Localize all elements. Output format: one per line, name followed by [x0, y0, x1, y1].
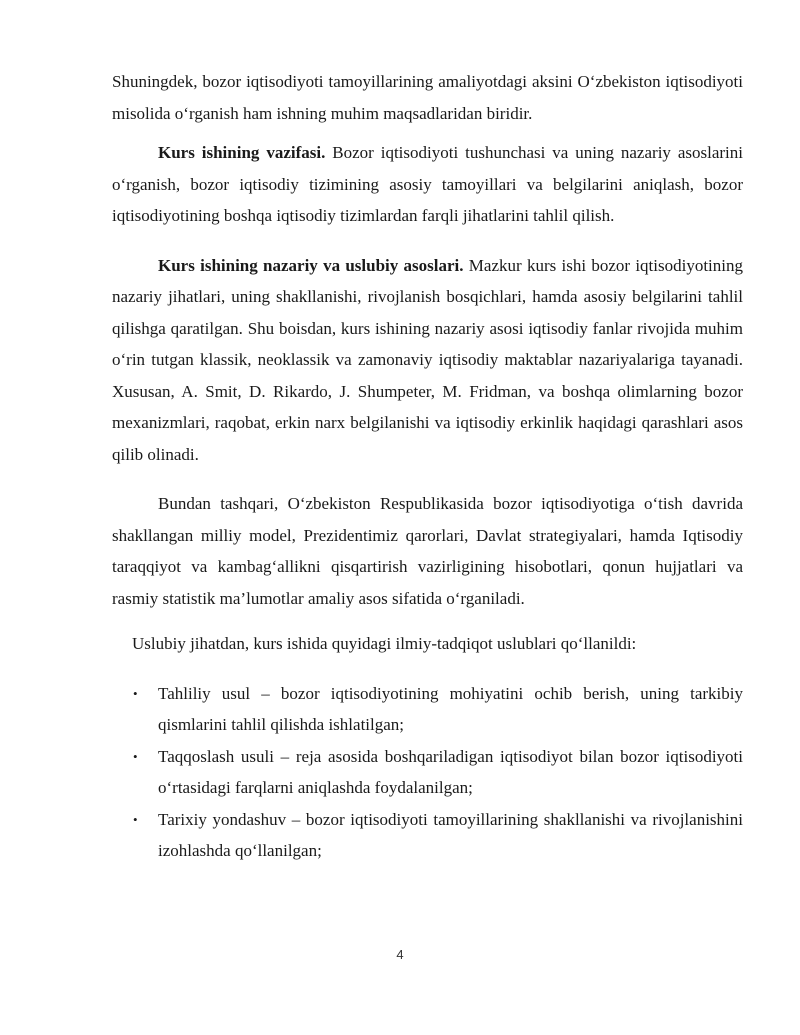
list-item-text: Tarixiy yondashuv – bozor iqtisodiyoti tamoyillarining shakllanishi va rivojlanishini izohlashda qo‘llanilgan;: [158, 809, 743, 860]
paragraph-task-text: Bozor iqtisodiyoti tushunchasi va uning nazariy asoslarini o‘rganish, bozor iqtisodiy tizimining asosiy tamoyillari va belgilarini aniqlash, bozor iqtisodiyotining boshqa iqtisodiy tizimlardan farqli jihatlarini tahlil qilish.: [112, 143, 743, 225]
page-number: 4: [396, 947, 404, 962]
list-item: [112, 741, 743, 804]
paragraph-theory: [112, 250, 743, 471]
paragraph-theory-heading: Kurs ishining nazariy va uslubiy asoslari.: [158, 255, 464, 275]
bullet-icon: •: [133, 685, 138, 701]
methods-list: [112, 678, 743, 867]
bullet-icon: •: [133, 811, 138, 827]
paragraph-uzbekistan: Bundan tashqari, O‘zbekiston Respublikasida bozor iqtisodiyotiga o‘tish davrida shakllangan milliy model, Prezidentimiz qarorlari, Davlat strategiyalari, hamda Iqtisodiy taraqqiyot va kambag‘allikni qisqartirish vazirligining hisobotlari, qonun hujjatlari va rasmiy statistik ma’lumotlar amaliy asos sifatida o‘rganiladi.: [112, 494, 743, 608]
list-item: [112, 804, 743, 867]
bullet-icon: •: [133, 748, 138, 764]
paragraph-methods-lead: Uslubiy jihatdan, kurs ishida quyidagi ilmiy-tadqiqot uslublari qo‘llanildi:: [132, 634, 637, 653]
paragraph-task-heading: Kurs ishining vazifasi.: [158, 143, 326, 162]
paragraph-intro: Shuningdek, bozor iqtisodiyoti tamoyillarining amaliyotdagi aksini O‘zbekiston iqtisodiyoti misolida o‘rganish ham ishning muhim maqsadlaridan biridir.: [112, 72, 743, 123]
list-item: [112, 678, 743, 741]
list-item-text: Tahliliy usul – bozor iqtisodiyotining mohiyatini ochib berish, uning tarkibiy qismlarini tahlil qilishda ishlatilgan;: [158, 683, 743, 734]
paragraph-theory-text: Mazkur kurs ishi bozor iqtisodiyotining nazariy jihatlari, uning shakllanishi, rivojlanish bosqichlari, hamda asosiy belgilarini tahlil qilishga qaratilgan. Shu boisdan, kurs ishining nazariy asosi iqtisodiy fanlar rivojida muhim o‘rin tutgan klassik, neoklassik va zamonaviy iqtisodiy maktablar nazariyalariga tayanadi. Xususan, A. Smit, D. Rikardo, J. Shumpeter, M. Fridman, va boshqa olimlarning bozor mexanizmlari, raqobat, erkin narx belgilanishi va iqtisodiy erkinlik haqidagi qarashlari asos qilib olinadi.: [112, 255, 743, 464]
list-item-text: Taqqoslash usuli – reja asosida boshqariladigan iqtisodiyot bilan bozor iqtisodiyoti o‘rtasidagi farqlarni aniqlashda foydalanilgan;: [158, 746, 743, 797]
paragraph-task: [112, 137, 743, 232]
document-page: [112, 66, 743, 867]
